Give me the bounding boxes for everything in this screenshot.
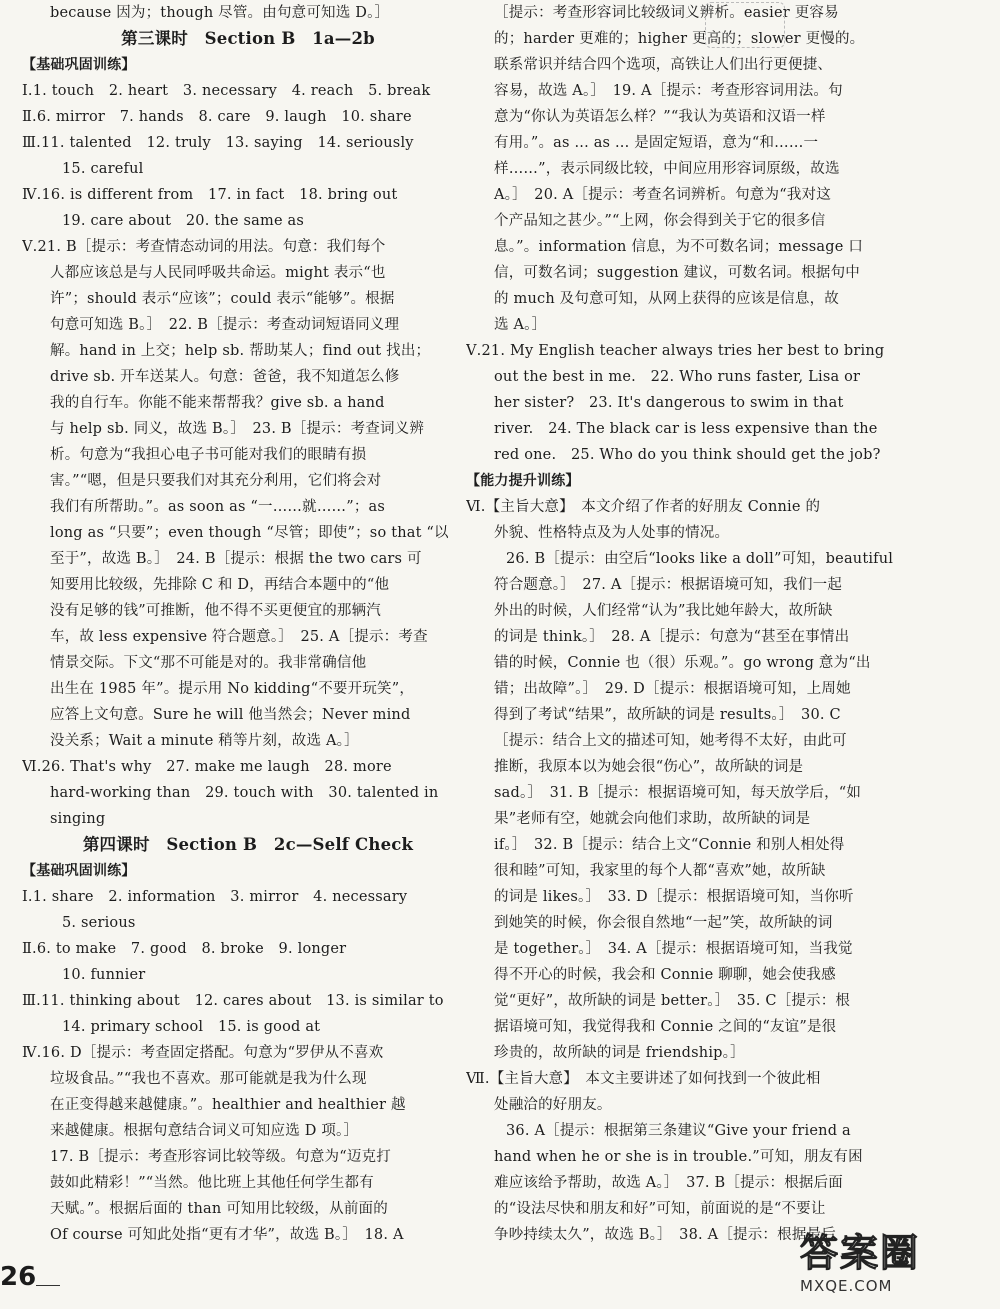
answer-line: if。］ 32. B［提示：结合上文“Connie 和别人相处得 bbox=[494, 837, 845, 853]
answer-line: 处融洽的好朋友。 bbox=[494, 1097, 612, 1113]
answer-line: 果”老师有空，她就会向他们求助，故所缺的词是 bbox=[494, 811, 811, 827]
answer-line: 在正变得越来越健康。”。healthier and healthier 越 bbox=[50, 1097, 406, 1113]
answer-line: 鼓如此精彩！”“当然。他比班上其他任何学生都有 bbox=[50, 1175, 374, 1191]
answer-line: 5. serious bbox=[62, 915, 136, 931]
site-watermark bbox=[800, 1222, 920, 1295]
answer-line: because 因为；though 尽管。由句意可知选 D。］ bbox=[50, 5, 390, 21]
answer-line: 的“设法尽快和朋友和好”可知，前面说的是“不要让 bbox=[494, 1201, 826, 1217]
answer-line: 意为“你认为英语怎么样？”“我认为英语和汉语一样 bbox=[494, 109, 826, 125]
answer-line: Ⅶ.【主旨大意】 本文主要讲述了如何找到一个彼此相 bbox=[466, 1071, 821, 1087]
answer-line: drive sb. 开车送某人。句意：爸爸，我不知道怎么修 bbox=[50, 369, 400, 385]
answer-line: 信，可数名词；suggestion 建议，可数名词。根据句中 bbox=[494, 265, 861, 281]
answer-line: 的；harder 更难的；higher 更高的；slower 更慢的。 bbox=[494, 31, 865, 47]
answer-line: 的词是 likes。］ 33. D［提示：根据语境可知，当你听 bbox=[494, 889, 854, 905]
answer-line: Of course 可知此处指“更有才华”，故选 B。］ 18. A bbox=[50, 1227, 404, 1243]
answer-line: A。］ 20. A［提示：考查名词辨析。句意为“我对这 bbox=[494, 187, 831, 203]
answer-line: 错；出故障”。］ 29. D［提示：根据语境可知，上周她 bbox=[494, 681, 851, 697]
answer-line: red one. 25. Who do you think should get the job? bbox=[494, 447, 881, 463]
answer-line: Ⅴ.21. My English teacher always tries her best to bring bbox=[466, 343, 885, 359]
faint-stamp-mark bbox=[705, 2, 785, 48]
answer-line: 难应该给予帮助，故选 A。］ 37. B［提示：根据后面 bbox=[494, 1175, 844, 1191]
answer-line: 析。句意为“我担心电子书可能对我们的眼睛有损 bbox=[50, 447, 367, 463]
answer-line: 许”；should 表示“应该”；could 表示“能够”。根据 bbox=[50, 291, 395, 307]
section-heading: 【能力提升训练】 bbox=[466, 473, 580, 489]
answer-line: 我们有所帮助。”。as soon as “一……就……”；as bbox=[50, 499, 386, 515]
page-number-rule bbox=[36, 1285, 60, 1286]
lesson-heading: 第三课时 Section B 1a—2b bbox=[121, 29, 375, 48]
answer-line: 没关系；Wait a minute 稍等片刻，故选 A。］ bbox=[50, 733, 359, 749]
answer-line: 我的自行车。你能不能来帮帮我？give sb. a hand bbox=[50, 395, 385, 411]
answer-line: 的词是 think。］ 28. A［提示：句意为“甚至在事情出 bbox=[494, 629, 850, 645]
answer-line: 没有足够的钱”可推断，他不得不买更便宜的那辆汽 bbox=[50, 603, 382, 619]
answer-line: her sister? 23. It's dangerous to swim in that bbox=[494, 395, 844, 411]
answer-line: 外貌、性格特点及为人处事的情况。 bbox=[494, 525, 730, 541]
answer-line: 至于”，故选 B。］ 24. B［提示：根据 the two cars 可 bbox=[50, 551, 422, 567]
answer-line: 17. B［提示：考查形容词比较等级。句意为“迈克打 bbox=[50, 1149, 391, 1165]
answer-line: 14. primary school 15. is good at bbox=[62, 1019, 321, 1035]
answer-line: 的 much 及句意可知，从网上获得的应该是信息，故 bbox=[494, 291, 839, 307]
answer-line: 人都应该总是与人民同呼吸共命运。might 表示“也 bbox=[50, 265, 386, 281]
answer-line: 知要用比较级，先排除 C 和 D，再结合本题中的“他 bbox=[50, 577, 390, 593]
answer-line: 有用。”。as ... as ... 是固定短语，意为“和……一 bbox=[494, 135, 819, 151]
answer-line: 出生在 1985 年”。提示用 No kidding“不要开玩笑”， bbox=[50, 681, 415, 697]
answer-line: Ⅱ.6. to make 7. good 8. broke 9. longer bbox=[22, 941, 347, 957]
answer-line: 垃圾食品。”“我也不喜欢。那可能就是我为什么现 bbox=[50, 1071, 367, 1087]
page-number: 26 bbox=[0, 1262, 37, 1292]
answer-line: 到她笑的时候，你会很自然地“一起”笑，故所缺的词 bbox=[494, 915, 833, 931]
answer-line: ［提示：结合上文的描述可知，她考得不太好，由此可 bbox=[494, 733, 847, 749]
left-column bbox=[22, 0, 474, 1248]
answer-line: 与 help sb. 同义，故选 B。］ 23. B［提示：考查词义辨 bbox=[50, 421, 425, 437]
answer-line: Ⅱ.6. mirror 7. hands 8. care 9. laugh 10. share bbox=[22, 109, 412, 125]
answer-line: 联系常识并结合四个选项，高铁让人们出行更便捷、 bbox=[494, 57, 833, 73]
answer-line: 害。”“嗯，但是只要我们对其充分利用，它们将会对 bbox=[50, 473, 382, 489]
answer-line: sad。］ 31. B［提示：根据语境可知，每天放学后，“如 bbox=[494, 785, 862, 801]
watermark-url: MXQE.COM bbox=[800, 1277, 893, 1295]
answer-line: 36. A［提示：根据第三条建议“Give your friend a bbox=[506, 1123, 851, 1139]
answer-line: hard-working than 29. touch with 30. talented in bbox=[50, 785, 439, 801]
answer-line: 天赋。”。根据后面的 than 可知用比较级，从前面的 bbox=[50, 1201, 388, 1217]
answer-line: 错的时候，Connie 也（很）乐观。”。go wrong 意为“出 bbox=[494, 655, 871, 671]
answer-line: 样……”，表示同级比较，中间应用形容词原级，故选 bbox=[494, 161, 840, 177]
answer-line: 容易，故选 A。］ 19. A［提示：考查形容词用法。句 bbox=[494, 83, 843, 99]
answer-line: out the best in me. 22. Who runs faster, Lisa or bbox=[494, 369, 861, 385]
answer-line: 息。”。information 信息，为不可数名词；message 口 bbox=[494, 239, 864, 255]
answer-line: 珍贵的，故所缺的词是 friendship。］ bbox=[494, 1045, 745, 1061]
answer-line: 10. funnier bbox=[62, 967, 146, 983]
answer-line: 来越健康。根据句意结合词义可知应选 D 项。］ bbox=[50, 1123, 359, 1139]
answer-line: Ⅰ.1. touch 2. heart 3. necessary 4. reach 5. break bbox=[22, 83, 431, 99]
answer-line: Ⅰ.1. share 2. information 3. mirror 4. necessary bbox=[22, 889, 408, 905]
answer-line: hand when he or she is in trouble.”可知，朋友有困 bbox=[494, 1149, 863, 1165]
answer-line: 解。hand in 上交；help sb. 帮助某人；find out 找出； bbox=[50, 343, 431, 359]
answer-line: long as “只要”；even though “尽管；即使”；so that “以 bbox=[50, 525, 449, 541]
answer-line: 得到了考试“结果”，故所缺的词是 results。］ 30. C bbox=[494, 707, 841, 723]
answer-line: 选 A。］ bbox=[494, 317, 547, 333]
answer-line: Ⅵ.26. That's why 27. make me laugh 28. more bbox=[22, 759, 392, 775]
answer-line: 情景交际。下文“那不可能是对的。我非常确信他 bbox=[50, 655, 367, 671]
answer-line: 得不开心的时候，我会和 Connie 聊聊，她会使我感 bbox=[494, 967, 836, 983]
watermark-logo-text: 答案圈 bbox=[800, 1231, 921, 1275]
answer-line: Ⅳ.16. is different from 17. in fact 18. bring out bbox=[22, 187, 398, 203]
answer-line: 外出的时候，人们经常“认为”我比她年龄大，故所缺 bbox=[494, 603, 833, 619]
answer-line: 符合题意。］ 27. A［提示：根据语境可知，我们一起 bbox=[494, 577, 843, 593]
answer-line: 个产品知之甚少。”“上网，你会得到关于它的很多信 bbox=[494, 213, 826, 229]
answer-line: Ⅲ.11. thinking about 12. cares about 13. is similar to bbox=[22, 993, 444, 1009]
answer-line: 15. careful bbox=[62, 161, 144, 177]
answer-line: ［提示：考查形容词比较级词义辨析。easier 更容易 bbox=[494, 5, 839, 21]
answer-line: Ⅵ.【主旨大意】 本文介绍了作者的好朋友 Connie 的 bbox=[466, 499, 821, 515]
answer-line: 很和睦”可知，我家里的每个人都“喜欢”她，故所缺 bbox=[494, 863, 826, 879]
answer-line: 推断，我原本以为她会很“伤心”，故所缺的词是 bbox=[494, 759, 804, 775]
answer-line: Ⅳ.16. D［提示：考查固定搭配。句意为“罗伊从不喜欢 bbox=[22, 1045, 384, 1061]
answer-line: 车，故 less expensive 符合题意。］ 25. A［提示：考查 bbox=[50, 629, 428, 645]
answer-line: 据语境可知，我觉得我和 Connie 之间的“友谊”是很 bbox=[494, 1019, 837, 1035]
section-heading: 【基础巩固训练】 bbox=[22, 863, 136, 879]
right-column bbox=[466, 0, 928, 1248]
answer-line: 26. B［提示：由空后“looks like a doll”可知，beautiful bbox=[506, 551, 894, 567]
answer-line: 是 together。］ 34. A［提示：根据语境可知，当我觉 bbox=[494, 941, 853, 957]
answer-line: river. 24. The black car is less expensive than the bbox=[494, 421, 878, 437]
lesson-heading: 第四课时 Section B 2c—Self Check bbox=[82, 835, 414, 854]
answer-line: 觉“更好”，故所缺的词是 better。］ 35. C［提示：根 bbox=[494, 993, 851, 1009]
answer-line: singing bbox=[50, 811, 106, 827]
answer-line: 19. care about 20. the same as bbox=[62, 213, 305, 229]
answer-line: 应答上文句意。Sure he will 他当然会；Never mind bbox=[50, 707, 411, 723]
answer-line: 句意可知选 B。］ 22. B［提示：考查动词短语同义理 bbox=[50, 317, 400, 333]
answer-line: 争吵持续太久”，故选 B。］ 38. A［提示：根据最后 bbox=[494, 1227, 836, 1243]
section-heading: 【基础巩固训练】 bbox=[22, 57, 136, 73]
answer-line: Ⅴ.21. B［提示：考查情态动词的用法。句意：我们每个 bbox=[22, 239, 386, 255]
answer-line: Ⅲ.11. talented 12. truly 13. saying 14. seriously bbox=[22, 135, 414, 151]
